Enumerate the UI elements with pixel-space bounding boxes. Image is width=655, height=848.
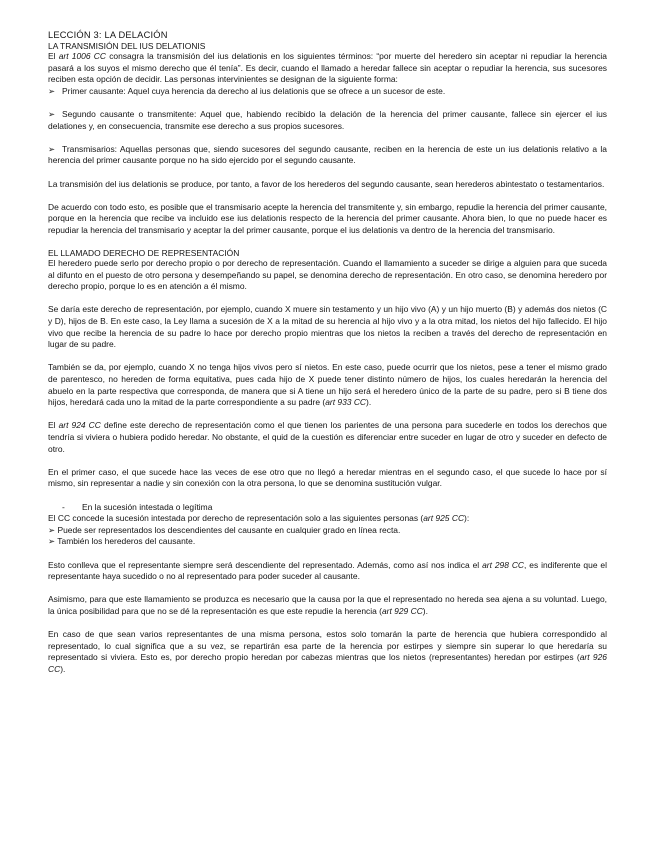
list-item-text: Puede ser representados los descendientes del causante en cualquier grado en línea recta.	[57, 524, 401, 535]
paragraph-ejemplo-x: Se daría este derecho de representación, por ejemplo, cuando X muere sin testamento y un hijo vivo (A) y un hijo muerto (B) y además dos nietos (C y D), hijos de B. En este caso, la Ley llama a sucesión de X a la mitad de su herencia al hijo vivo y a la otra mitad, los nietos del hijo fallecido. El hijo vivo que recibe la herencia de su padre lo hace por derecho propio mientras que los nietos la reciben a través del derecho de representación en lugar de su padre.	[48, 304, 607, 350]
article-reference: art 298 CC	[482, 559, 525, 570]
paragraph-art-1006	[48, 51, 607, 86]
article-reference: art 933 CC	[325, 397, 367, 408]
text-run: También se da, por ejemplo, cuando X no tenga hijos vivos pero sí nietos. En este caso, puede ocurrir que los nietos, pese a tener el mismo grado de parentesco, no hereden de forma equitativa, pues cada hijo de X puede tener distinto número de hijos, los cuales heredarán la herencia del abuelo en la parte respectiva que corresponda, de manera que si A tiene un hijo será el heredero único de la parte de su padre, pero si B tiene dos hijos, heredará cada uno la mitad de la parte correspondiente a su padre (	[48, 362, 607, 408]
paragraph-primer-caso: En el primer caso, el que sucede hace las veces de ese otro que no llegó a heredar mientras en el segundo caso, el que sucede lo hace por sí mismo, sin representar a nadie y sin conexión con la otra persona, lo que se denomina sustitución vulgar.	[48, 466, 607, 489]
paragraph-art-298	[48, 560, 607, 583]
paragraph-transmision-favor: La transmisión del ius delationis se produce, por tanto, a favor de los herederos del segundo causante, sean herederos abintestato o testamentarios.	[48, 178, 605, 189]
arrow-bullet-icon: ➢	[48, 85, 56, 96]
lesson-title: LECCIÓN 3: LA DELACIÓN	[48, 30, 168, 40]
paragraph-art-925	[48, 513, 607, 525]
arrow-bullet-icon: ➢	[48, 536, 56, 547]
list-item-text: También los herederos del causante.	[57, 536, 196, 547]
text-run: ).	[366, 397, 372, 408]
list-item-text: Primer causante: Aquel cuya herencia da derecho al ius delationis que se ofrece a un sucesor de este.	[62, 85, 446, 96]
paragraph-art-926	[48, 629, 607, 675]
paragraph-art-924	[48, 420, 607, 455]
article-reference: art 1006 CC	[58, 51, 106, 61]
list-item-primer-causante	[48, 86, 607, 98]
section-heading-representacion: EL LLAMADO DERECHO DE REPRESENTACIÓN	[48, 248, 240, 259]
dash-bullet-icon: -	[62, 501, 65, 512]
article-reference: art 925 CC	[423, 513, 465, 524]
list-item-text: Transmisarios: Aquellas personas que, siendo sucesores del segundo causante, reciben en la herencia de este un ius delationis relativo a la herencia del primer causante porque no ha sido ejercido por el segundo causante.	[48, 143, 607, 166]
arrow-bullet-icon: ➢	[48, 108, 56, 119]
list-item-herederos	[48, 536, 607, 548]
section-heading-transmision: LA TRANSMISIÓN DEL IUS DELATIONIS	[48, 41, 206, 51]
text-run: ).	[422, 605, 428, 616]
paragraph-nietos	[48, 362, 607, 408]
paragraph-acuerdo: De acuerdo con todo esto, es posible que el transmisario acepte la herencia del transmitente y, sin embargo, repudie la herencia del primer causante, porque en la herencia que recibe va incluido ese ius delationis respecto de la herencia del primer causante. Ahora bien, lo que no puede hacer es repudiar la herencia del transmisario y aceptar la del primer causante, porque el ius delationis va dentro de la herencia del transmisario.	[48, 201, 607, 235]
text-run: En caso de que sean varios representantes de una misma persona, estos solo tomarán la parte de herencia que hubiera correspondido al representado, lo cual significa que a su vez, se repartirán esa parte de la herencia por estirpes y siempre sin superar lo que heredaría su representado si viviera. Esto es, por derecho propio heredan por cabezas mientras que los nietos (representantes) heredan por estirpes (	[48, 629, 607, 663]
text-run: Asimismo, para que este llamamiento se produzca es necesario que la causa por la que el representado no hereda sea ajena a su voluntad. Luego, la única posibilidad para que no se dé la representación es que este repudie la herencia (	[48, 594, 607, 616]
text-run: define este derecho de representación como el que tienen los parientes de una persona para sucederle en todos los derechos que tendría si viviera o hubiera podido heredar. No obstante, el quid de la cuestión es diferenciar entre suceder en lugar de otro y suceder en defecto de otro.	[48, 420, 607, 454]
text-run: Esto conlleva que el representante siempre será descendiente del representado. Además, como así nos indica el	[48, 559, 483, 570]
text-run: consagra la transmisión del ius delationis en los siguientes términos: “por muerte del heredero sin aceptar ni repudiar la herencia pasará a los suyos el mismo derecho que él tenía”. Es decir, cuando el llamado a heredar fallece sin aceptar o repudiar la herencia, sus sucesores reciben esta opción de decidir. Las personas intervinientes se designan de la siguiente forma:	[48, 51, 607, 85]
paragraph-heredero: El heredero puede serlo por derecho propio o por derecho de representación. Cuando el llamamiento a suceder se dirige a alguien para que suceda al difunto en el puesto de otro persona y desempeñando su papel, se denomina derecho de representación. En otro caso, se denomina heredero por derecho propio, porque lo es en atención a él mismo.	[48, 258, 607, 292]
list-item-text: Segundo causante o transmitente: Aquel que, habiendo recibido la delación de la herencia del primer causante, fallece sin ejercer el ius delationes y, en consecuencia, transmite ese derecho a sus propios sucesores.	[48, 108, 607, 131]
text-run: ):	[464, 513, 470, 524]
text-run: El CC concede la sucesión intestada por derecho de representación solo a las siguientes personas (	[48, 513, 424, 524]
list-item-segundo-causante	[48, 109, 607, 132]
article-reference: art 924 CC	[58, 420, 101, 431]
paragraph-art-929	[48, 594, 607, 617]
article-reference: art 929 CC	[381, 605, 423, 616]
list-item-transmisarios	[48, 144, 607, 167]
text-run: ).	[60, 663, 66, 674]
arrow-bullet-icon: ➢	[48, 143, 56, 154]
list-item-descendientes	[48, 525, 607, 537]
article-reference: art 926 CC	[48, 652, 607, 674]
text-run: , es indiferente que el representante haya sucedido o no al representado para poder suceder al causante.	[48, 559, 607, 582]
bullet-sucesion-intestada	[48, 502, 607, 514]
arrow-bullet-icon: ➢	[48, 524, 56, 535]
text-run: El	[48, 420, 59, 431]
bullet-text: En la sucesión intestada o legítima	[82, 501, 213, 512]
text-run: El	[48, 51, 59, 61]
